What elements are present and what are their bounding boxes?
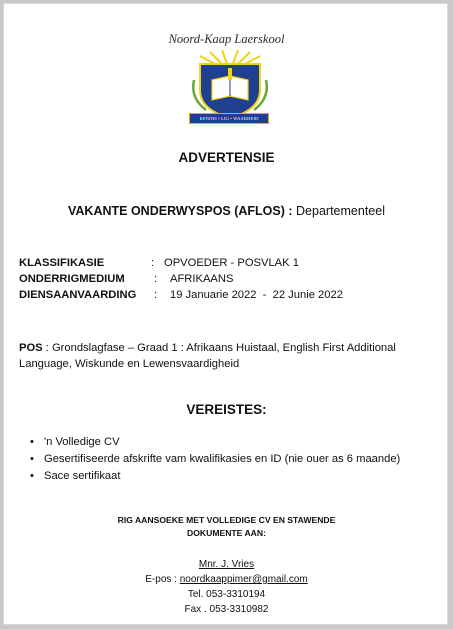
contact-email [4,574,449,585]
detail-colon: : [151,257,155,269]
school-name: Noord-Kaap Laerskool [168,32,285,46]
crest-motto: KENNIS • LIG • WAARHEID [189,113,269,124]
contact-tel: Tel. 053-3310194 [187,589,266,600]
advertisement-sheet [3,3,448,625]
position-text: Grondslagfase – Graad 1 : Afrikaans Huistaal, English First Additional Language, Wiskunde en Lewensvaardigheid [19,342,396,370]
detail-colon: : [154,289,158,301]
vacancy-type: Departementeel [296,204,385,218]
position-label: POS [19,342,43,354]
detail-value-start: 19 Januarie 2022 - 22 Junie 2022 [170,289,343,301]
apply-instruction-line1: RIG AANSOEKE MET VOLLEDIGE CV EN STAWENDE [117,515,336,525]
school-crest-logo [186,50,274,128]
vacancy-separator: : [284,204,297,218]
bullet-icon: • [30,470,34,482]
list-item: • Sace sertifikaat [30,470,121,482]
bullet-icon: • [30,436,34,448]
vacancy-title [4,204,449,218]
detail-label-classification: KLASSIFIKASIE [19,257,105,269]
page-title: ADVERTENSIE [178,150,275,165]
email-label: E-pos : [145,574,177,585]
contact-name: Mnr. J. Vries [198,559,255,570]
position-paragraph: POS : Grondslagfase – Graad 1 : Afrikaans Huistaal, English First Additional Language, Wiskunde en Lewensvaardigheid [19,342,396,370]
list-item: • Gesertifiseerde afskrifte vam kwalifikasies en ID (nie ouer as 6 maande) [30,453,401,465]
detail-value-medium: AFRIKAANS [170,273,234,285]
email-link[interactable]: noordkaappimer@gmail.com [179,574,308,585]
requirements-title: VEREISTES: [186,402,267,417]
detail-colon: : [154,273,158,285]
detail-value-classification: OPVOEDER - POSVLAK 1 [164,257,299,269]
contact-fax: Fax . 053-3310982 [184,604,269,615]
bullet-icon: • [30,453,34,465]
apply-instruction-line2: DOKUMENTE AAN: [187,528,266,538]
vacancy-title-text: VAKANTE ONDERWYSPOS (AFLOS) [68,204,285,218]
detail-label-medium: ONDERRIGMEDIUM [19,273,125,285]
list-item: • 'n Volledige CV [30,436,120,448]
detail-label-start: DIENSAANVAARDING [19,289,137,301]
